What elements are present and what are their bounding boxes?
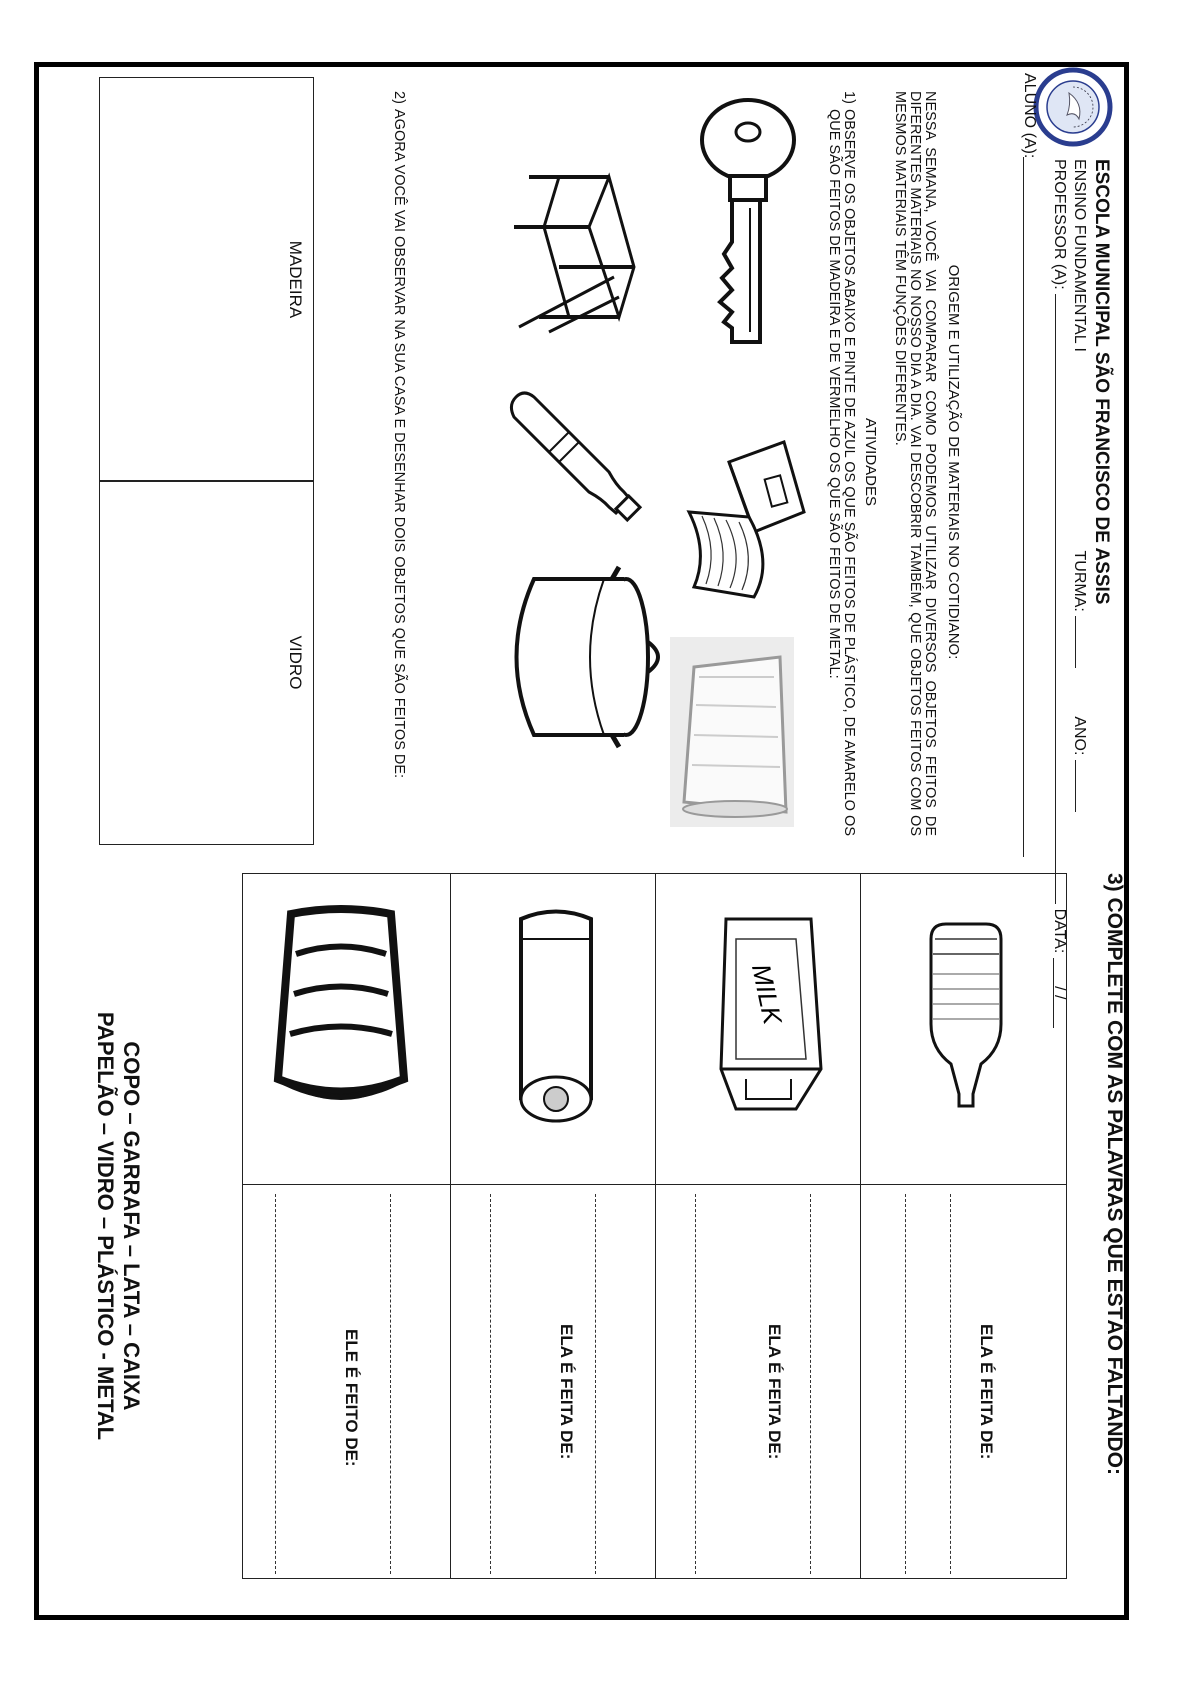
professor-field[interactable] [1055,294,1070,904]
madeira-label: MADEIRA [286,240,305,319]
plastic-cup-icon[interactable] [670,637,794,827]
date-slashes: / / [1051,986,1068,1000]
row4-answer-line-2[interactable] [275,1194,276,1574]
row3-label: ELA É FEITA DE: [557,1324,576,1460]
row4-label: ELE É FEITO DE: [342,1329,361,1467]
ano-label: ANO: [1071,716,1088,756]
worksheet-frame [34,62,1129,1620]
q3-title: 3) COMPLETE COM AS PALAVRAS QUE ESTÃO FALTANDO: [1103,873,1126,1476]
key-icon[interactable] [692,92,802,352]
madeira-box[interactable] [99,77,314,482]
chair-icon[interactable] [509,167,639,337]
row1-answer-line-2[interactable] [905,1194,906,1574]
data-label: DATA: [1051,908,1068,954]
word-bank-line-2: PAPELÃO – VIDRO – PLÁSTICO - METAL [93,1011,118,1441]
row2-answer-line-2[interactable] [695,1194,696,1574]
activities-heading: ATIVIDADES [862,417,879,507]
level-text: ENSINO FUNDAMENTAL I [1071,159,1088,352]
vidro-label: VIDRO [286,635,305,690]
svg-text:MILK: MILK [746,961,788,1027]
row3-answer-line[interactable] [595,1194,596,1574]
q2-number: 2) [391,91,407,104]
q1-number: 1) [841,91,857,104]
row1-label: ELA É FEITA DE: [977,1324,996,1460]
aluno-field[interactable] [1023,157,1024,857]
plastic-bottle-icon[interactable] [494,377,644,527]
professor-label: PROFESSOR (A): [1051,159,1068,290]
aluno-label: ALUNO (A): [1021,73,1038,159]
school-seal-icon [1033,67,1113,147]
vidro-box[interactable] [99,480,314,845]
plastic-glass-icon [266,899,416,1139]
row2-label: ELA É FEITA DE: [765,1324,784,1460]
book-icon[interactable] [674,422,814,612]
q3-table [242,873,1067,1579]
worksheet-canvas [39,67,1134,1625]
word-bank-line-1: COPO – GARRAFA – LATA – CAIXA [119,1041,144,1411]
tin-can-icon [501,899,611,1139]
q2-text: AGORA VOCÊ VAI OBSERVAR NA SUA CASA E DESENHAR DOIS OBJETOS QUE SÃO FEITOS DE: [391,109,407,779]
turma-field[interactable] [1075,616,1090,668]
row1-answer-line[interactable] [950,1194,951,1574]
milk-carton-icon [711,909,831,1129]
row2-answer-line[interactable] [810,1194,811,1574]
row3-answer-line-2[interactable] [490,1194,491,1574]
cooking-pot-icon[interactable] [499,562,664,747]
turma-label: TURMA: [1071,550,1088,612]
ano-field[interactable] [1075,760,1090,812]
row4-answer-line[interactable] [390,1194,391,1574]
worksheet-title: ORIGEM E UTILIZAÇÃO DE MATERIAIS NO COTIDIANO: [945,264,962,660]
glass-bottle-icon [921,914,1011,1114]
q1-text: OBSERVE OS OBJETOS ABAIXO E PINTE DE AZUL OS QUE SÃO FEITOS DE PLÁSTICO, DE AMARELO OS QUE SÃO FEITOS DE MADEIRA E DE VERMELHO OS QUE SÃO FEITOS DE METAL: [826,109,857,836]
word-bank [92,873,144,1579]
intro-paragraph: NESSA SEMANA, VOCÊ VAI COMPARAR COMO PODEMOS UTILIZAR DIVERSOS OBJETOS FEITOS DE DIFERENTES MATERIAIS NO NOSSO DIA A DIA. VAI DESCOBRIR TAMBÉM, QUE OBJETOS FEITOS COM OS MESMOS MATERIAIS TÊM FUNÇÕES DIFERENTES. [892,91,938,836]
school-name: ESCOLA MUNICIPAL SÃO FRANCISCO DE ASSIS [1091,159,1112,605]
school-level [1070,159,1090,812]
